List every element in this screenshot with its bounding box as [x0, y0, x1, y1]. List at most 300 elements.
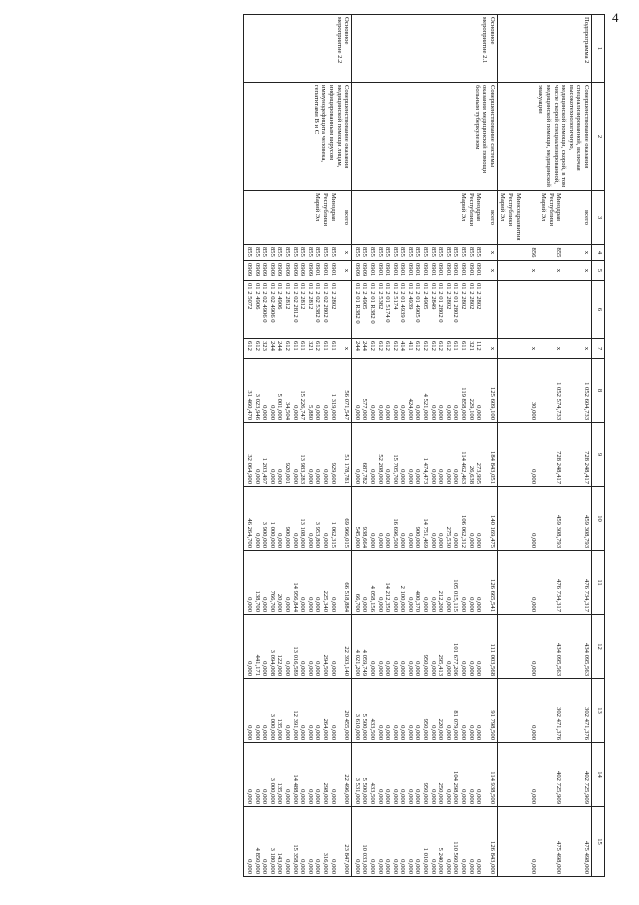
value-col [352, 423, 498, 487]
cell: 0,000 [291, 533, 299, 548]
cell: 13 016,589 [291, 646, 299, 676]
cell: 140 169,475 [488, 515, 496, 548]
code-col [352, 281, 498, 339]
cell: 0,000 [299, 597, 307, 612]
cell: 1 203,497 [261, 457, 269, 484]
cell: 56 071,547 [343, 390, 351, 420]
cell: 612 [376, 341, 384, 351]
cell: 15 705,700 [391, 454, 399, 484]
cell: 14 488,000 [291, 774, 299, 804]
cell: 0,000 [368, 661, 376, 676]
cell: 612 [253, 341, 261, 351]
cell: 0,000 [253, 469, 261, 484]
cell: 0,000 [444, 789, 452, 804]
cell: 0,000 [444, 725, 452, 740]
cell: 0901 [414, 263, 422, 277]
cell: x [488, 268, 496, 273]
cell: 0,000 [406, 533, 414, 548]
cell: 0,000 [399, 469, 407, 484]
cell: 855 [306, 247, 314, 257]
cell: 1 052 574,733 [555, 382, 563, 420]
cell: 0,000 [314, 405, 322, 420]
cell: 612 [391, 341, 399, 351]
cell: 0,000 [314, 661, 322, 676]
cell: 321 [467, 341, 475, 351]
cell: 0,000 [376, 859, 384, 874]
cell: 0901 [399, 263, 407, 277]
cell: 105 015,115 [452, 579, 460, 612]
cell: 0,000 [399, 533, 407, 548]
cell: 01 2 02 4906 0 [261, 283, 269, 323]
cell: 0,000 [384, 725, 392, 740]
cell: 0901 [321, 263, 329, 277]
cell: 0,000 [261, 405, 269, 420]
cell: 0,000 [314, 597, 322, 612]
cell: 577,000 [361, 398, 369, 420]
cell: 900,000 [284, 526, 291, 548]
csr-col [497, 281, 591, 339]
cell: 0,000 [467, 789, 475, 804]
cell: 612 [429, 341, 437, 351]
cell: 611 [452, 341, 460, 351]
cell: 4 059,749 [361, 649, 369, 676]
cell: 01 2 01 2802 0 [452, 283, 460, 323]
program-description: Совершенствование оказания специализированной, включая высокотехнологичную, медицинской помощи, скорой, в том числе скорой специализированной, медицинской помощи, медицинской эвакуации [497, 83, 591, 191]
cell: 475 498,000 [583, 841, 590, 874]
program-name: Подпрограмма 2 [497, 15, 591, 83]
executor: Минздрав Республики Марий Эл [314, 193, 337, 227]
cell: 855 [353, 247, 361, 257]
cell: 0,000 [475, 597, 483, 612]
cell: 0,000 [437, 405, 445, 420]
col-header: 8 [592, 359, 605, 423]
code-col [244, 245, 352, 261]
cell: 0,000 [314, 859, 322, 874]
cell: 0909 [361, 263, 369, 277]
col-header: 15 [592, 807, 605, 877]
cell: 0901 [452, 263, 460, 277]
cell: 0901 [444, 263, 452, 277]
group-cells [497, 191, 591, 245]
cell: 01 2 4939 [406, 283, 414, 310]
cell: 0,000 [406, 859, 414, 874]
cell: 0,000 [306, 533, 314, 548]
cell: 0,000 [429, 405, 437, 420]
cell: 0,000 [368, 533, 376, 548]
cell: 46 264,700 [246, 518, 254, 548]
cell: 0,000 [422, 597, 430, 612]
cell: 220,000 [437, 718, 445, 740]
col-header: 3 [592, 191, 605, 245]
cell: 0,000 [444, 405, 452, 420]
cell: 12 391,000 [291, 710, 299, 740]
cell: 855 [321, 247, 329, 257]
cell: 0,000 [429, 859, 437, 874]
cell: x [343, 346, 351, 351]
cell: 0,000 [391, 859, 399, 874]
cell: 138,700 [253, 590, 261, 612]
cell: 411 [406, 341, 414, 351]
cell: 0,000 [261, 725, 269, 740]
budget-table-rotated [15, 14, 605, 876]
cell: 728 248,417 [555, 451, 563, 484]
cell: 0,000 [467, 725, 475, 740]
cell: 0,000 [406, 469, 414, 484]
cell: 51 178,781 [343, 454, 351, 484]
cell: 0,000 [376, 725, 384, 740]
measure-name: Основное мероприятие 2.2 [244, 15, 352, 83]
value-col [352, 743, 498, 807]
cell: 0,000 [529, 597, 537, 612]
col-header: 10 [592, 487, 605, 551]
cell: 855 [437, 247, 445, 257]
value-col [352, 679, 498, 743]
cell: 5 001,000 [276, 393, 284, 420]
cell: 3 000,000 [268, 713, 276, 740]
value-col [352, 487, 498, 551]
executor: Минсоцразвития Республики Марий Эл [499, 193, 522, 241]
cell: 855 [467, 247, 475, 257]
col-header: 14 [592, 743, 605, 807]
cell: x [488, 250, 496, 255]
cell: 0,000 [299, 789, 307, 804]
cell: 135,000 [276, 782, 284, 804]
cell: 545,000 [353, 526, 361, 548]
cell: 424,000 [406, 398, 414, 420]
cell: 01 2 02 4906 0 [268, 283, 276, 323]
cell: 0,000 [246, 661, 254, 676]
cell: 22 393,140 [343, 646, 351, 676]
cell: 30,000 [529, 401, 537, 420]
cell: 766,700 [268, 590, 276, 612]
cell: 0,000 [452, 405, 460, 420]
cell: 0901 [314, 263, 322, 277]
cell: 0,000 [376, 533, 384, 548]
cell: 114 938,500 [488, 771, 496, 804]
cell: 3 094,008 [268, 649, 276, 676]
code-col [352, 245, 498, 261]
value-col [352, 807, 498, 877]
cell: 612 [284, 341, 291, 351]
executor: Минздрав Республики Марий Эл [460, 193, 483, 227]
cell: 01 2 4906 [253, 283, 261, 310]
cell: 855 [246, 247, 254, 257]
cell: 0,000 [261, 859, 269, 874]
cell: 10 033,000 [361, 844, 369, 874]
cell: 0,000 [306, 469, 314, 484]
cell: 0,000 [353, 469, 361, 484]
cell: 110 560,000 [452, 841, 460, 874]
cell: 0,000 [384, 533, 392, 548]
value-col [244, 551, 352, 615]
cell: 13 108,000 [299, 518, 307, 548]
cell: 0,000 [368, 469, 376, 484]
cell: 856 [529, 247, 537, 258]
cell: x [343, 250, 351, 255]
col-header: 11 [592, 551, 605, 615]
cell: 0,000 [314, 789, 322, 804]
col-header: 13 [592, 679, 605, 743]
cell: 91 798,500 [488, 710, 496, 740]
cell: 0,000 [329, 661, 337, 676]
cell: 0909 [306, 263, 314, 277]
cell: 0901 [391, 263, 399, 277]
cell: 0,000 [467, 661, 475, 676]
cell: 244 [268, 341, 276, 351]
cell: 0,000 [291, 405, 299, 420]
cell: 81 079,000 [452, 710, 460, 740]
value-col [244, 743, 352, 807]
cell: 01 2 4905 [361, 283, 369, 310]
cell: 855 [268, 247, 276, 257]
cell: 0,000 [314, 725, 322, 740]
cell: 0,000 [253, 533, 261, 548]
cell: 298,000 [321, 782, 329, 804]
cell: 475 498,000 [555, 841, 563, 874]
cell: 611 [291, 341, 299, 351]
cell: 900,000 [414, 526, 422, 548]
cell: 5,880 [306, 405, 314, 420]
cell: 01 2 01 4939 0 [399, 283, 407, 323]
cell: 0,000 [329, 725, 337, 740]
value-col [244, 807, 352, 877]
cell: 1 000,000 [268, 521, 276, 548]
cell: 0,000 [460, 789, 468, 804]
cell: 0,000 [376, 661, 384, 676]
cell: 321 [306, 341, 314, 351]
cell: 855 [291, 247, 299, 257]
cell: 34,504 [284, 401, 291, 420]
cell: 106 062,312 [460, 515, 468, 548]
cell: 14 956,844 [291, 582, 299, 612]
cell: 0,000 [384, 469, 392, 484]
cell: 0,000 [467, 859, 475, 874]
cell: 0,000 [253, 725, 261, 740]
cell: 0,000 [414, 405, 422, 420]
cell: 01 2 2802 [444, 283, 452, 310]
cell: 01 2 02 5382 0 [314, 283, 322, 323]
cell: 612 [444, 341, 452, 351]
cell: x [529, 268, 537, 273]
cell: 0,000 [329, 859, 337, 874]
cell: 5 240,000 [437, 847, 445, 874]
cell: 0,000 [529, 859, 537, 874]
cell: 01 2 4906 [276, 283, 284, 310]
code-col [244, 281, 352, 339]
cell: x [583, 250, 590, 255]
cell: 0,000 [391, 661, 399, 676]
cell: 0909 [276, 263, 284, 277]
cell: 0,000 [276, 533, 284, 548]
cell: 135,000 [276, 718, 284, 740]
cell: 611 [329, 341, 337, 351]
cell: 0,000 [444, 661, 452, 676]
cell: 0,000 [429, 661, 437, 676]
cell: 212,200 [437, 590, 445, 612]
cell: 0,000 [299, 859, 307, 874]
cell: 929,600 [329, 462, 337, 484]
cell: 459 308,793 [583, 515, 590, 548]
cell: 855 [361, 247, 369, 257]
cell: x [488, 346, 496, 351]
cell: 0,000 [475, 725, 483, 740]
cell: 0,000 [329, 597, 337, 612]
cell: 855 [391, 247, 399, 257]
cell: 0,000 [437, 469, 445, 484]
cell: 225,340 [321, 590, 329, 612]
cell: x [529, 346, 537, 351]
code-col [244, 339, 352, 359]
cell: 143,000 [276, 852, 284, 874]
cell: 1 474,473 [422, 457, 430, 484]
cell: 01 2 5072 [246, 283, 254, 310]
cell: 855 [460, 247, 468, 257]
cell: 920,001 [284, 462, 291, 484]
cell: 612 [414, 341, 422, 351]
cell: 0,000 [291, 469, 299, 484]
cell: 0,000 [268, 469, 276, 484]
cell: 0901 [437, 263, 445, 277]
cell: 229,100 [467, 398, 475, 420]
cell: 01 2 2812 [299, 283, 307, 310]
cell: 0909 [246, 263, 254, 277]
cell: 855 [299, 247, 307, 257]
executor: всего [488, 210, 496, 225]
cell: 0,000 [399, 859, 407, 874]
cell: 275,530 [444, 526, 452, 548]
cell: 612 [437, 341, 445, 351]
cell: 0,000 [437, 533, 445, 548]
cell: 4 021,200 [353, 649, 361, 676]
cell: 0,000 [406, 789, 414, 804]
cell: 855 [284, 247, 291, 257]
cell: 855 [253, 247, 261, 257]
cell: 0901 [422, 263, 430, 277]
cell: 0,000 [460, 725, 468, 740]
value-col [497, 615, 591, 679]
cell: 0,000 [452, 533, 460, 548]
cell: 611 [321, 341, 329, 351]
value-col [244, 615, 352, 679]
cell: 0,000 [414, 789, 422, 804]
executor-col [352, 191, 498, 245]
cell: 184 843,051 [488, 451, 496, 484]
cell: 52 208,000 [376, 454, 384, 484]
cell: x [343, 268, 351, 273]
cell: 0,000 [306, 597, 314, 612]
cell: 441,171 [253, 654, 261, 676]
cell: 119 858,000 [460, 387, 468, 420]
cell: 273,995 [475, 462, 483, 484]
code-col [244, 261, 352, 281]
cell: 612 [314, 341, 322, 351]
cell: 0,000 [399, 725, 407, 740]
cell: 264,000 [321, 718, 329, 740]
cell: 101 677,206 [452, 643, 460, 676]
cell: 0,000 [475, 405, 483, 420]
gr-col [497, 245, 591, 261]
cell: 3 610,000 [353, 713, 361, 740]
cell: 0,000 [467, 597, 475, 612]
cell: 122,000 [276, 654, 284, 676]
cell: 0,000 [384, 661, 392, 676]
cell: 244 [353, 341, 361, 351]
cell: 0,000 [529, 725, 537, 740]
value-col [497, 423, 591, 487]
cell: 4 058,156 [368, 585, 376, 612]
cell: 0,000 [429, 597, 437, 612]
cell: 0,000 [414, 469, 422, 484]
value-col [352, 359, 498, 423]
cell: 459 308,793 [555, 515, 563, 548]
cell: 3 953,800 [314, 521, 322, 548]
cell: 0,000 [452, 469, 460, 484]
cell: 855 [376, 247, 384, 257]
cell: 0909 [261, 263, 269, 277]
table-body [244, 15, 592, 877]
cell: 0,000 [284, 725, 291, 740]
cell: 0,000 [306, 725, 314, 740]
cell: 855 [384, 247, 392, 257]
cell: 855 [406, 247, 414, 257]
cell: 244 [361, 341, 369, 351]
cell: 0,000 [429, 789, 437, 804]
vr-col [497, 339, 591, 359]
measure-description: Совершенствование оказания медицинской помощи лицам, инфицированным вирусом иммунодефицита человека, гепатитами B и C [244, 83, 352, 191]
cell: 0,000 [406, 661, 414, 676]
cell: 0,000 [460, 597, 468, 612]
value-col [497, 487, 591, 551]
cell: 855 [475, 247, 483, 257]
cell: 20,000 [276, 593, 284, 612]
cell: 855 [452, 247, 460, 257]
cell: 0,000 [284, 661, 291, 676]
cell: 01 2 2812 [284, 283, 291, 310]
cell: 0,000 [384, 859, 392, 874]
cell: 1 052 604,733 [583, 382, 590, 420]
cell: 0,000 [391, 789, 399, 804]
cell: 0901 [368, 263, 376, 277]
cell: 0,000 [391, 405, 399, 420]
cell: 01 2 2802 [467, 283, 475, 310]
cell: 0,000 [284, 789, 291, 804]
executor: всего [343, 210, 351, 225]
cell: 26,638 [467, 465, 475, 484]
cell: 22 496,000 [343, 774, 351, 804]
measure-description: Совершенствование системы оказания медицинской помощи больным туберкулезом [352, 83, 498, 191]
cell: 3 531,000 [353, 777, 361, 804]
cell: 66 518,884 [343, 582, 351, 612]
cell: 01 2 01 R382 0 [353, 283, 361, 324]
cell: x [583, 268, 590, 273]
cell: 855 [329, 247, 337, 257]
cell: 0,000 [261, 661, 269, 676]
code-col [352, 339, 498, 359]
cell: 0,000 [406, 597, 414, 612]
cell: 938,664 [361, 526, 369, 548]
cell: 0909 [284, 263, 291, 277]
cell: 0,000 [444, 597, 452, 612]
cell: 0,000 [306, 661, 314, 676]
cell: 0,000 [399, 405, 407, 420]
col-header: 6 [592, 281, 605, 339]
cell: 855 [399, 247, 407, 257]
cell: 01 2 01 R382 0 [368, 283, 376, 324]
cell: 0,000 [467, 533, 475, 548]
cell: 01 2 02 2812 0 [291, 283, 299, 323]
cell: 0,000 [321, 533, 329, 548]
cell: 611 [460, 341, 468, 351]
